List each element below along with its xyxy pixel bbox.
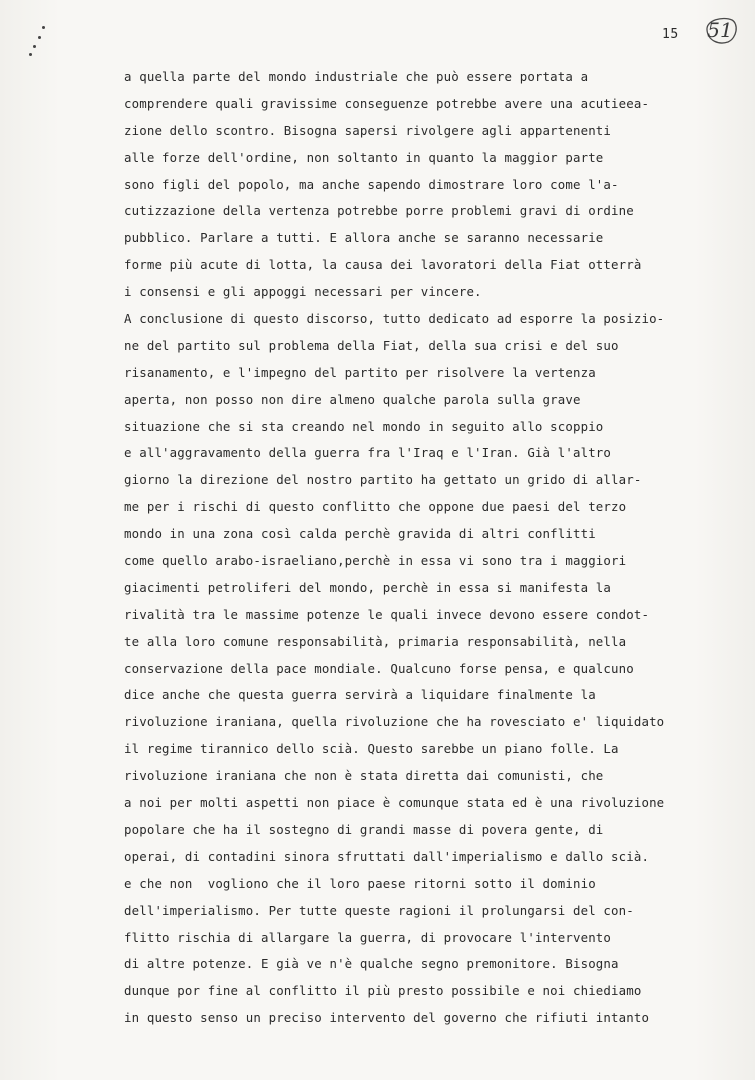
margin-dot [38,36,41,39]
text-line: alle forze dell'ordine, non soltanto in quanto la maggior parte [124,149,604,165]
margin-dot [33,45,36,48]
text-line: mondo in una zona così calda perchè gravida di altri conflitti [124,526,596,542]
text-line: aperta, non posso non dire almeno qualche parola sulla grave [124,391,581,407]
page-number: 15 [662,27,679,42]
text-line: comprendere quali gravissime conseguenze potrebbe avere una acutieea- [124,95,650,111]
text-line: te alla loro comune responsabilità, primaria responsabilità, nella [124,633,627,649]
typed-text-body [124,64,714,1032]
text-line: dunque por fine al conflitto il più presto possibile e noi chiediamo [124,983,642,999]
text-line: giorno la direzione del nostro partito ha gettato un grido di allar- [124,472,642,488]
text-line: zione dello scontro. Bisogna sapersi rivolgere agli appartenenti [124,122,612,138]
margin-marks [28,20,58,60]
text-line: i consensi e gli appoggi necessari per vincere. [124,284,482,300]
text-line: conservazione della pace mondiale. Qualcuno forse pensa, e qualcuno [124,660,634,676]
text-line: e all'aggravamento della guerra fra l'Iraq e l'Iran. Già l'altro [124,445,612,461]
margin-dot [29,53,32,56]
text-line: a noi per molti aspetti non piace è comunque stata ed è una rivoluzione [124,795,665,811]
text-line: me per i rischi di questo conflitto che oppone due paesi del terzo [124,499,627,515]
text-line: dice anche che questa guerra servirà a liquidare finalmente la [124,687,596,703]
text-line: A conclusione di questo discorso, tutto dedicato ad esporre la posizio- [124,311,665,327]
text-line: sono figli del popolo, ma anche sapendo dimostrare loro come l'a- [124,176,619,192]
margin-dot [42,26,45,29]
text-line: e che non vogliono che il loro paese ritorni sotto il dominio [124,875,596,891]
stamp-number: 51 [707,18,733,42]
text-line: situazione che si sta creando nel mondo in seguito allo scoppio [124,418,604,434]
text-line: a quella parte del mondo industriale che può essere portata a [124,69,589,84]
text-line: flitto rischia di allargare la guerra, di provocare l'intervento [124,929,612,945]
text-line: cutizzazione della vertenza potrebbe porre problemi gravi di ordine [124,203,634,219]
text-line: in questo senso un preciso intervento del governo che rifiuti intanto [124,1010,650,1026]
text-line: giacimenti petroliferi del mondo, perchè in essa si manifesta la [124,579,612,595]
text-line: ne del partito sul problema della Fiat, della sua crisi e del suo [124,337,619,353]
archive-stamp [701,14,739,46]
text-line: il regime tirannico dello scià. Questo sarebbe un piano folle. La [124,741,619,757]
text-line: di altre potenze. E già ve n'è qualche segno premonitore. Bisogna [124,956,619,972]
text-line: rivoluzione iraniana, quella rivoluzione che ha rovesciato e' liquidato [124,714,665,730]
text-line: rivoluzione iraniana che non è stata diretta dai comunisti, che [124,768,604,784]
text-line: popolare che ha il sostegno di grandi masse di povera gente, di [124,821,604,837]
text-line: risanamento, e l'impegno del partito per risolvere la vertenza [124,364,596,380]
text-line: rivalità tra le massime potenze le quali invece devono essere condot- [124,606,650,622]
text-line: operai, di contadini sinora sfruttati dall'imperialismo e dallo scià. [124,848,650,864]
text-line: come quello arabo-israeliano,perchè in essa vi sono tra i maggiori [124,553,627,569]
text-line: pubblico. Parlare a tutti. E allora anche se saranno necessarie [124,230,604,246]
text-line: dell'imperialismo. Per tutte queste ragioni il prolungarsi del con- [124,902,634,918]
text-line: forme più acute di lotta, la causa dei lavoratori della Fiat otterrà [124,257,642,273]
